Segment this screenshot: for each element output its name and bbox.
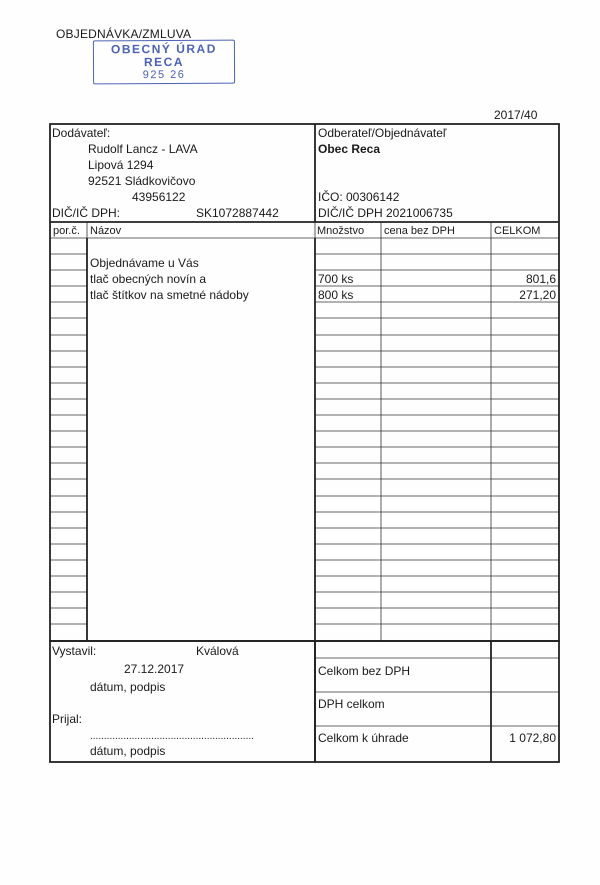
document-title: OBJEDNÁVKA/ZMLUVA [56, 27, 192, 41]
signature-line: ........................................................... [90, 731, 254, 742]
col-header-name: Názov [90, 225, 122, 237]
supplier-id: 43956122 [132, 190, 186, 204]
supplier-street: Lipová 1294 [88, 158, 154, 172]
supplier-dic-value: SK1072887442 [196, 206, 279, 220]
total-to-pay-label: Celkom k úhrade [318, 731, 409, 745]
col-header-price: cena bez DPH [384, 225, 455, 237]
stamp-line-3: 925 26 [142, 68, 186, 82]
supplier-name: Rudolf Lancz - LAVA [88, 142, 198, 156]
col-header-num: por.č. [53, 225, 80, 237]
date-signature-caption: dátum, podpis [90, 744, 166, 758]
buyer-name: Obec Reca [318, 142, 381, 156]
issuer-name: Kválová [196, 644, 239, 658]
total-without-vat-label: Celkom bez DPH [318, 664, 411, 678]
buyer-dic: DIČ/IČ DPH 2021006735 [318, 206, 453, 220]
issue-date: 27.12.2017 [124, 662, 185, 676]
total-to-pay-value: 1 072,80 [509, 731, 556, 745]
buyer-ico: IČO: 00306142 [318, 190, 400, 204]
item-qty: 800 ks [318, 288, 354, 302]
col-header-qty: Množstvo [317, 225, 365, 237]
stamp-line-2: RECA [143, 54, 185, 70]
vat-total-label: DPH celkom [318, 697, 385, 711]
issued-by-label: Vystavil: [52, 644, 97, 658]
received-by-label: Prijal: [52, 712, 83, 726]
document-number: 2017/40 [494, 108, 538, 122]
item-qty: 700 ks [318, 272, 354, 286]
item-total: 271,20 [519, 288, 556, 302]
order-intro: Objednávame u Vás [90, 256, 199, 270]
supplier-dic-label: DIČ/IČ DPH: [52, 206, 121, 220]
col-header-total: CELKOM [494, 225, 541, 237]
grid-frame [50, 124, 559, 641]
stamp-line-1: OBECNÝ ÚRAD [110, 41, 217, 57]
item-name: tlač obecných novín a [90, 272, 207, 286]
item-total: 801,6 [525, 272, 556, 286]
item-name: tlač štítkov na smetné nádoby [90, 288, 249, 302]
supplier-city: 92521 Sládkovičovo [88, 174, 196, 188]
buyer-label: Odberateľ/Objednávateľ [318, 126, 447, 140]
supplier-label: Dodávateľ: [52, 126, 111, 140]
date-signature-caption: dátum, podpis [90, 680, 166, 694]
